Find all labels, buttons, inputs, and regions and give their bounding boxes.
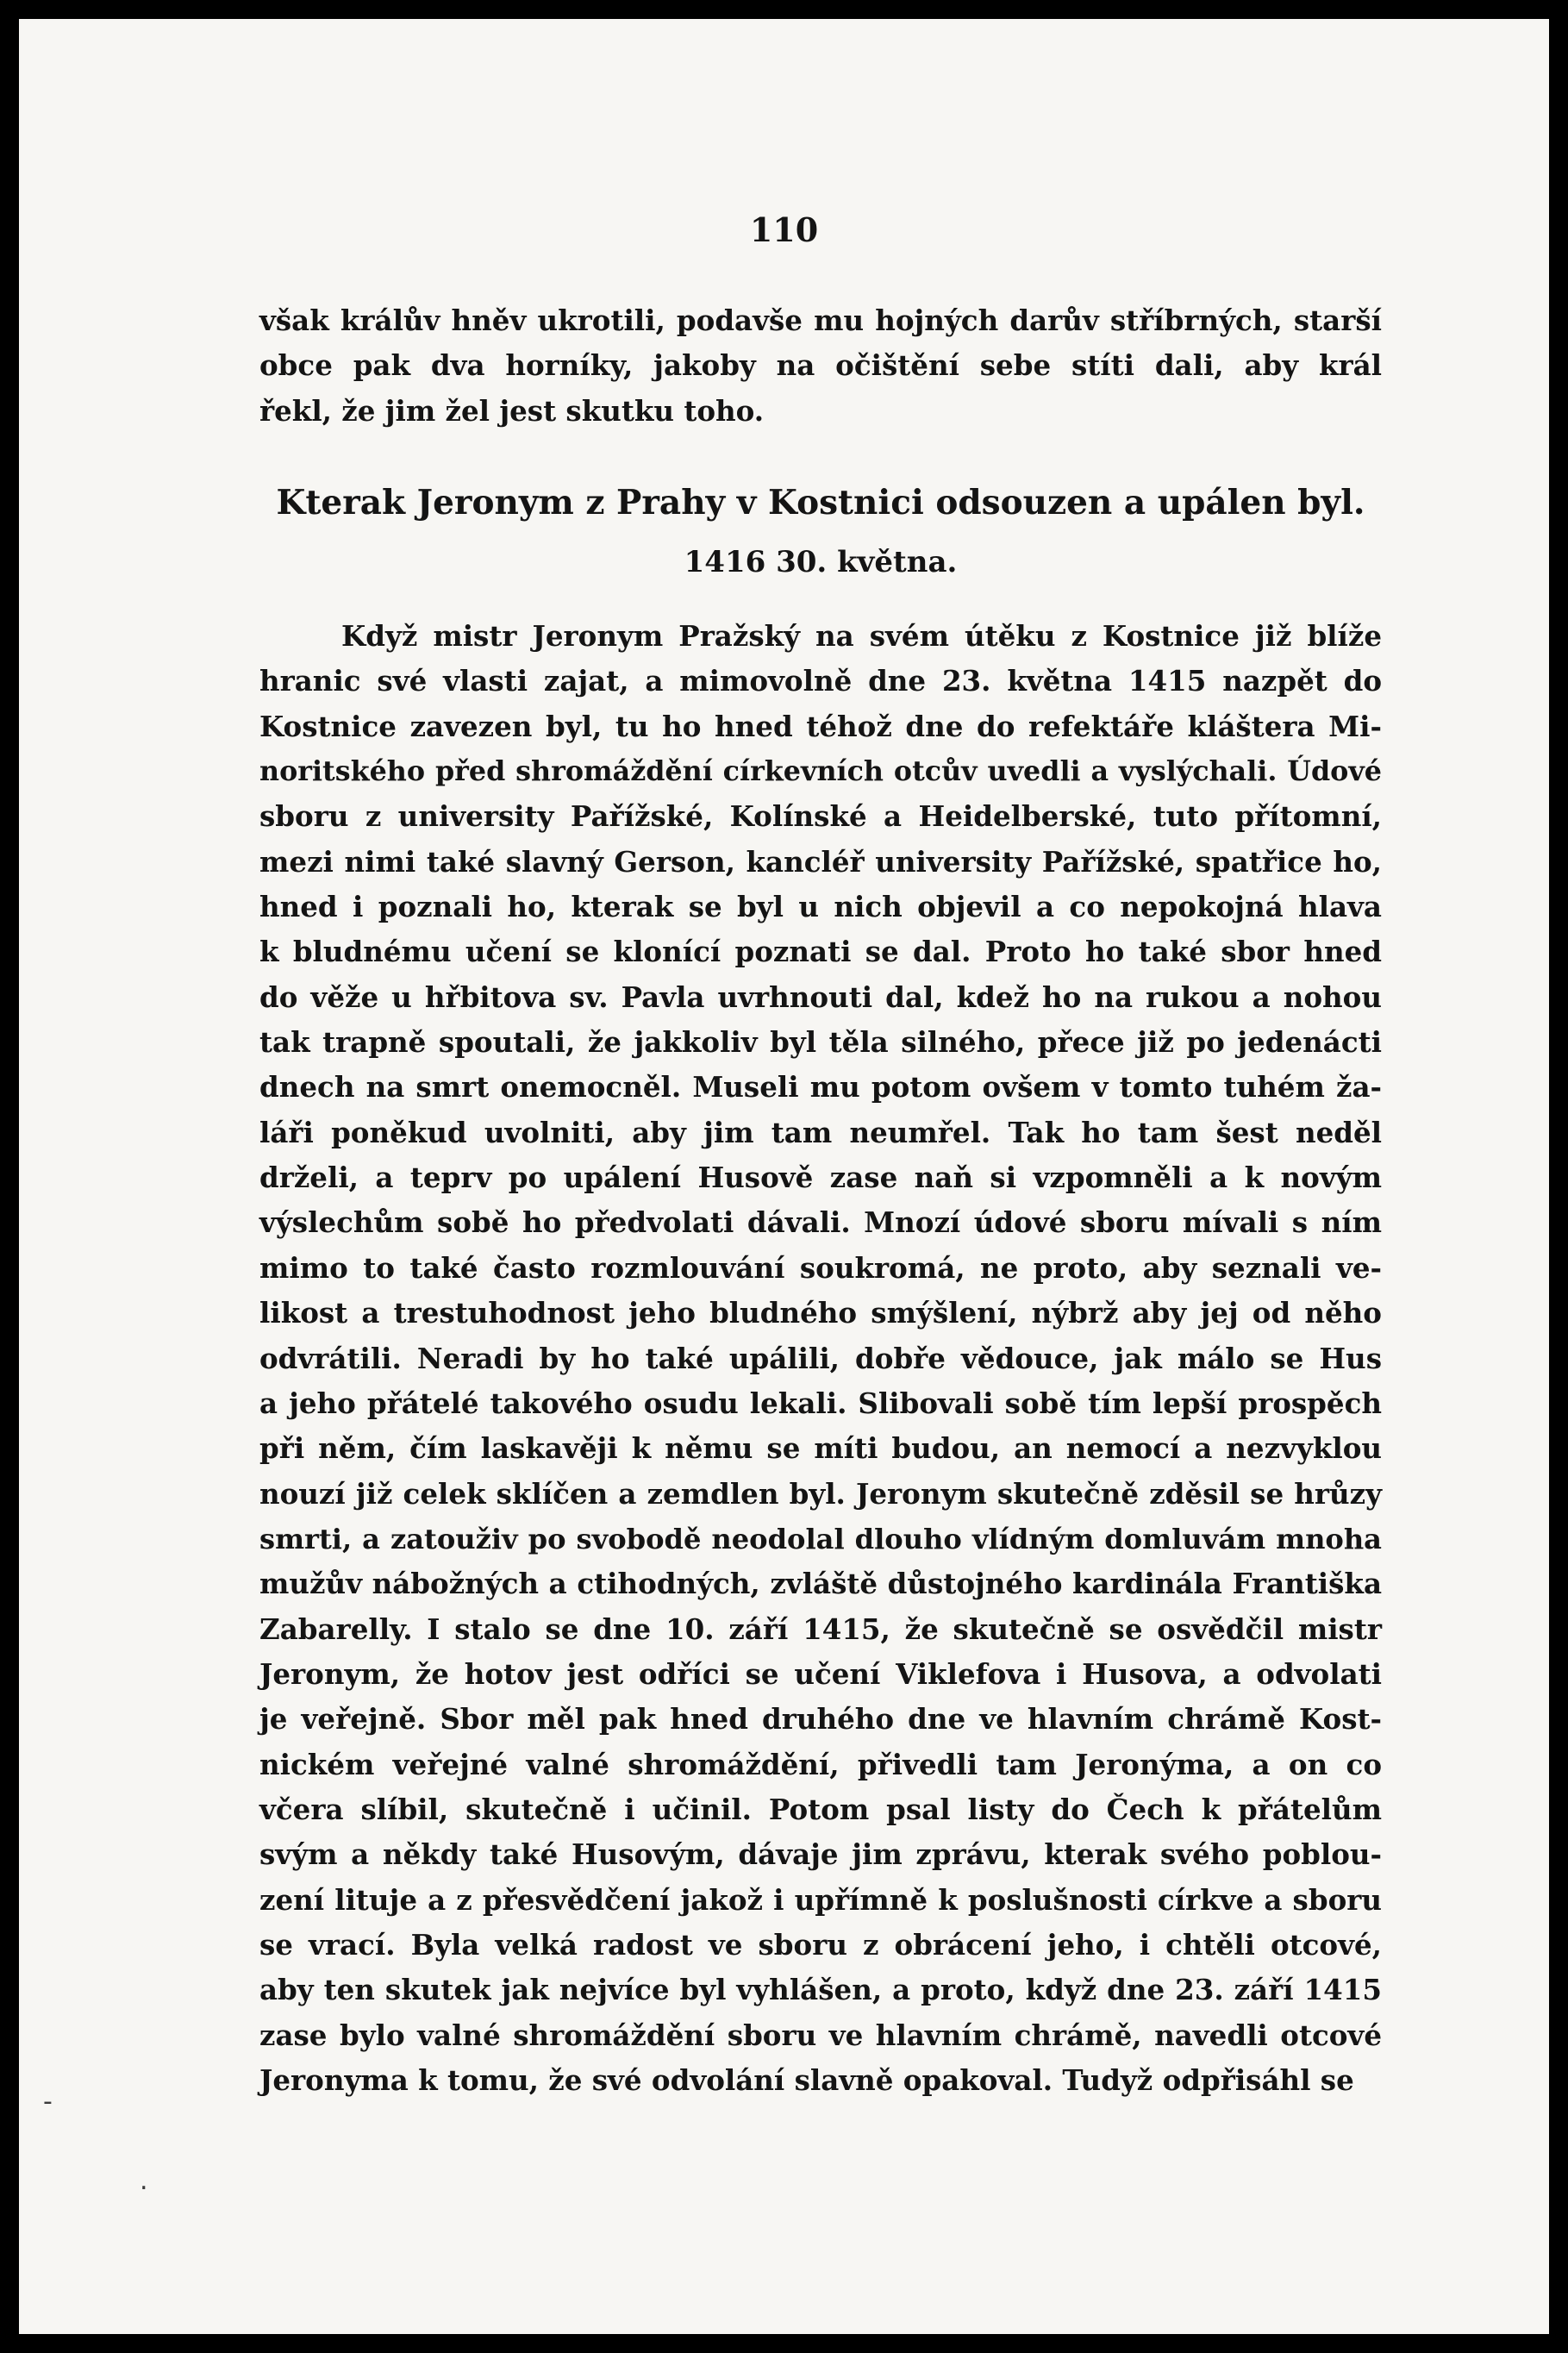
text-line: zení lituje a z přesvědčení jakož i upřímně k poslušnosti církve a sboru [259,1882,1382,1917]
text-line: Kostnice zavezen byl, tu ho hned téhož dne do refektáře kláštera Mi- [259,709,1382,743]
text-line: při něm, čím laskavěji k němu se míti budou, an nemocí a nezvyklou [259,1431,1382,1466]
text-line: do věže u hřbitova sv. Pavla uvrhnouti dal, kdež ho na rukou a nohou [259,979,1382,1014]
text-line: Zabarelly. I stalo se dne 10. září 1415, že skutečně se osvědčil mistr [259,1611,1382,1646]
text-line: však králův hněv ukrotili, podavše mu hojných darův stříbrných, starší [259,304,1382,337]
text-line: láři poněkud uvolniti, aby jim tam neumřel. Tak ho tam šest neděl [259,1115,1382,1149]
text-line: řekl, že jim žel jest skutku toho. [259,393,765,428]
text-line: likost a trestuhodnost jeho bludného smýšlení, nýbrž aby jej od něho [259,1296,1382,1330]
text-line: svým a někdy také Husovým, dávaje jim zprávu, kterak svého poblou- [259,1837,1382,1872]
text-line: Když mistr Jeronym Pražský na svém útěku z Kostnice již blíže [341,619,1382,653]
text-line: nouzí již celek sklíčen a zemdlen byl. Jeronym skutečně zděsil se hrůzy [259,1476,1382,1511]
text-line: Jeronyma k tomu, že své odvolání slavně opakoval. Tudyž odpřisáhl se [259,2063,1354,2097]
text-line: Jeronym, že hotov jest odříci se učení Viklefova i Husova, a odvolati [259,1656,1382,1691]
text-line: aby ten skutek jak nejvíce byl vyhlášen, a proto, když dne 23. září 1415 [259,1973,1382,2007]
text-line: se vrací. Byla velká radost ve sboru z obrácení jeho, i chtěli otcové, [259,1927,1382,1962]
text-line: obce pak dva horníky, jakoby na očištění sebe stíti dali, aby král [259,348,1382,383]
text-line: včera slíbil, skutečně i učinil. Potom psal listy do Čech k přátelům [259,1792,1382,1826]
text-line: k bludnému učení se klonící poznati se dal. Proto ho také sbor hned [259,935,1382,969]
text-line: výslechům sobě ho předvolati dávali. Mnozí údové sboru mívali s ním [259,1205,1382,1240]
margin-mark: . [140,2166,148,2196]
text-line: noritského před shromáždění církevních otcův uvedli a vyslýchali. Údové [259,755,1382,788]
page-number: 110 [749,210,819,249]
text-line: a jeho přátelé takového osudu lekali. Slibovali sobě tím lepší prospěch [259,1386,1382,1420]
section-heading: Kterak Jeronym z Prahy v Kostnici odsouzen a upálen byl. [276,483,1365,523]
text-line: odvrátili. Neradi by ho také upálili, dobře vědouce, jak málo se Hus [259,1341,1382,1375]
text-line: drželi, a teprv po upálení Husově zase naň si vzpomněli a k novým [259,1161,1382,1195]
text-line: hned i poznali ho, kterak se byl u nich objevil a co nepokojná hlava [259,890,1382,924]
intro-paragraph [259,298,1382,434]
text-line: dnech na smrt onemocněl. Museli mu potom ovšem v tomto tuhém ža- [259,1070,1382,1105]
text-line: je veřejně. Sbor měl pak hned druhého dne ve hlavním chrámě Kost- [259,1702,1382,1737]
text-line: smrti, a zatouživ po svobodě neodolal dlouho vlídným domluvám mnoha [259,1522,1382,1555]
text-line: mimo to také často rozmlouvání soukromá, ne proto, aby seznali ve- [259,1250,1382,1285]
text-line: mužův nábožných a ctihodných, zvláště důstojného kardinála Františka [259,1567,1382,1601]
body-paragraph [259,614,1382,2103]
text-line: zase bylo valné shromáždění sboru ve hlavním chrámě, navedli otcové [259,2018,1382,2052]
margin-mark: - [43,2087,53,2117]
text-line: nickém veřejné valné shromáždění, přivedli tam Jeronýma, a on co [259,1747,1382,1781]
section-date: 1416 30. května. [684,545,958,579]
text-line: tak trapně spoutali, že jakkoliv byl těla silného, přece již po jedenácti [259,1025,1382,1060]
text-line: mezi nimi také slavný Gerson, kancléř university Pařížské, spatřice ho, [259,844,1382,879]
text-line: sboru z university Pařížské, Kolínské a Heidelberské, tuto přítomní, [259,799,1382,834]
text-line: hranic své vlasti zajat, a mimovolně dne 23. května 1415 nazpět do [259,664,1382,698]
book-page [19,19,1549,2334]
